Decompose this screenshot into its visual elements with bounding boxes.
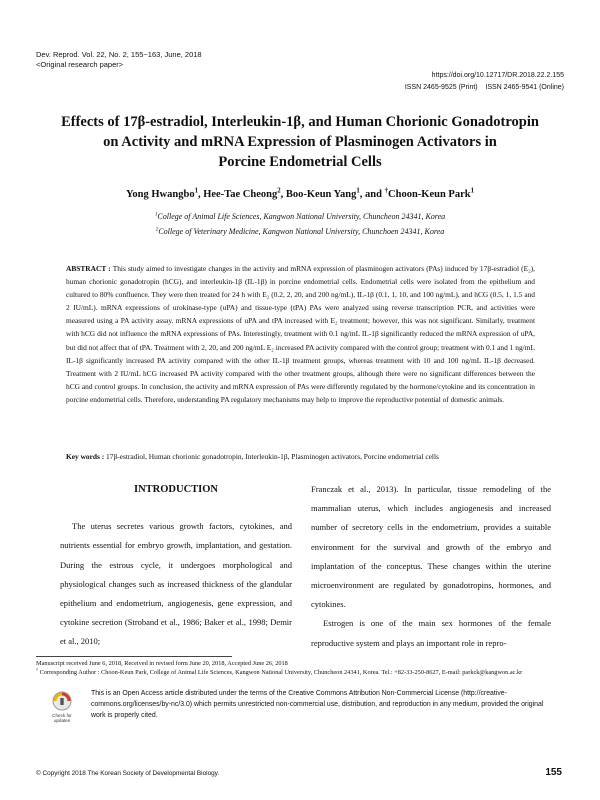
section-heading: INTRODUCTION: [133, 484, 218, 495]
affiliation-1: [60, 209, 540, 224]
body-column-right: [311, 480, 551, 653]
author-conjunction: and: [365, 189, 385, 200]
page-number: 155: [545, 767, 562, 778]
author-affil-mark: 1: [470, 187, 474, 195]
abstract: [66, 262, 535, 406]
affiliation-text: College of Animal Life Sciences, Kangwon National University, Chuncheon 24341, Korea: [157, 212, 446, 221]
keywords-text: 17β-estradiol, Human chorionic gonadotropin, Interleukin-1β, Plasminogen activators, Porcine endometrial cells: [106, 452, 439, 461]
doi-link[interactable]: https://doi.org/10.12717/DR.2018.22.2.155: [431, 72, 564, 79]
corresponding-mark: †: [36, 666, 39, 672]
body-column-left: [60, 480, 292, 652]
check-for-updates-icon: [46, 690, 78, 726]
issn-line: ISSN 2465-9525 (Print) ISSN 2465-9541 (Online): [404, 84, 564, 91]
svg-text:Check for: Check for: [52, 713, 72, 718]
author-name: Hee-Tae Cheong: [203, 189, 278, 200]
keywords-label: Key words :: [66, 452, 105, 461]
author-affil-mark: 2: [277, 187, 281, 195]
check-for-updates-badge[interactable]: [46, 690, 78, 726]
abstract-text: This study aimed to investigate changes in the activity and mRNA expression of plasminogen activators (PAs) induced by 17β-estradiol (E₂), human chorionic gonadotropin (hCG), and interleukin-1β (IL-1β) in porcine endometrial cells. Endometrial cells were isolated from the epithelium and cultured to 80% confluence. They were then treated for 24 h with E₂ (0.2, 2, 20, and 200 ng/mL), IL-1β (0.1, 1, 10, and 100 ng/mL), and hCG (0.5, 1, 1.5 and 2 IU/mL). mRNA expressions of urokinase-type (uPA) and tissue-type (tPA) PAs were analyzed using reverse transcription PCR, and activities were measured using a PA activity assay. mRNA expressions of uPA and tPA increased with E₂ treatment; however, this was not significant. Similarly, treatment with hCG did not influence the mRNA expressions of PAs. Interestingly, treatment with 0.1 ng/mL IL-1β significantly reduced the mRNA expression of uPA, but did not affect that of tPA. Treatment with 2, 20, and 200 ng/mL E₂ increased PA activity compared with the control group; treatment with 0.1 and 1 ng/mL IL-1β significantly increased PA activity compared with the other IL-1β treatment groups, whereas treatment with 10 and 100 ng/mL IL-1β decreased. Treatment with 2 IU/mL hCG increased PA activity compared with the other treatment groups, although there were no significant differences between the hCG and control groups. In conclusion, the activity and mRNA expression of PAs were differently regulated by the hormone/cytokine and its concentration in porcine endometrial cells. Therefore, understanding PA regulatory mechanisms may help to improve the reproductive potential of domestic animals.: [66, 264, 535, 404]
copyright-line: [36, 770, 219, 777]
footnote-divider: [36, 656, 232, 657]
article-type-line: <Original research paper>: [36, 60, 124, 69]
author-list: Yong Hwangbo$^1$, Hee-Tae Cheong$^2$, Boo-Keun Yang$^1$, and †Choon-Keun Park$^1$: [126, 187, 474, 200]
journal-volume-line: Dev. Reprod. Vol. 22, No. 2, 155~163, June, 2018: [36, 50, 202, 59]
doi-issn-block: [405, 70, 564, 94]
author-affil-mark: 1: [356, 187, 360, 195]
affiliation-number: 2: [155, 226, 159, 233]
author-affil-mark: 1: [194, 187, 198, 195]
corresponding-mark: †: [384, 187, 389, 195]
corresponding-author-text: Corresponding Author : Choon-Keun Park, College of Animal Life Sciences, Kangwon National University, Chuncheon 24341, Korea. Tel.: +82-33-250-8627, E-mail: parkck@kangwon.ac.kr: [39, 669, 523, 676]
abstract-label: ABSTRACT :: [66, 264, 111, 273]
keywords: [66, 451, 535, 463]
license-notice: This is an Open Access article distributed under the terms of the Creative Commons Attribution Non-Commercial License (http://creative-commons.org/licenses/by-nc/3.0) which permits unrestricted non-commercial use, distribution, and reproduction in any medium, provided the original work is properly cited.: [91, 690, 544, 719]
title-line-3: Porcine Endometrial Cells: [218, 154, 382, 170]
body-paragraph: Franczak et al., 2013). In particular, tissue remodeling of the mammalian uterus, which includes angiogenesis and increased number of secretory cells in the endometrium, provides a suitable environment for the survival and growth of the embryo and implantation of the conceptus. These changes within the uterine microenvironment are regulated by gonadotropins, hormones, and cytokines.: [311, 484, 551, 610]
svg-text:updates: updates: [53, 718, 71, 723]
manuscript-dates: Manuscript received June 6, 2018, Received in revised form June 20, 2018, Accepted June 26, 2018: [36, 660, 288, 667]
author-name: Yong Hwangbo: [126, 189, 195, 200]
body-paragraph: Estrogen is one of the main sex hormones of the female reproductive system and plays an important role in repro-: [311, 618, 551, 648]
footnotes: [36, 659, 564, 677]
author-name: Choon-Keun Park: [388, 189, 471, 200]
title-line-2: on Activity and mRNA Expression of Plasminogen Activators in: [103, 134, 497, 150]
journal-citation: [36, 50, 202, 70]
affiliations: [60, 209, 540, 239]
affiliation-2: [60, 224, 540, 239]
affiliation-number: 1: [154, 211, 158, 218]
copyright-text: Copyright 2018 The Korean Society of Developmental Biology.: [42, 770, 220, 777]
article-title: [60, 112, 540, 172]
title-line-1: Effects of 17β-estradiol, Interleukin-1β, and Human Chorionic Gonadotropin: [61, 114, 539, 130]
copyright-symbol: ©: [36, 770, 41, 777]
affiliation-text: College of Veterinary Medicine, Kangwon National University, Chunchoen 24341, Korea: [158, 227, 445, 236]
body-paragraph: The uterus secretes various growth factors, cytokines, and nutrients essential for embryo growth, implantation, and gestation. During the estrous cycle, it undergoes morphological and physiological changes such as increased thickness of the glandular epithelium and endometrium, angiogenesis, gene expression, and cytokine secretion (Stroband et al., 1986; Baker et al., 1998; Demir et al., 2010;: [60, 521, 292, 647]
corresponding-author-note: [36, 668, 564, 677]
author-name: Boo-Keun Yang: [285, 189, 357, 200]
